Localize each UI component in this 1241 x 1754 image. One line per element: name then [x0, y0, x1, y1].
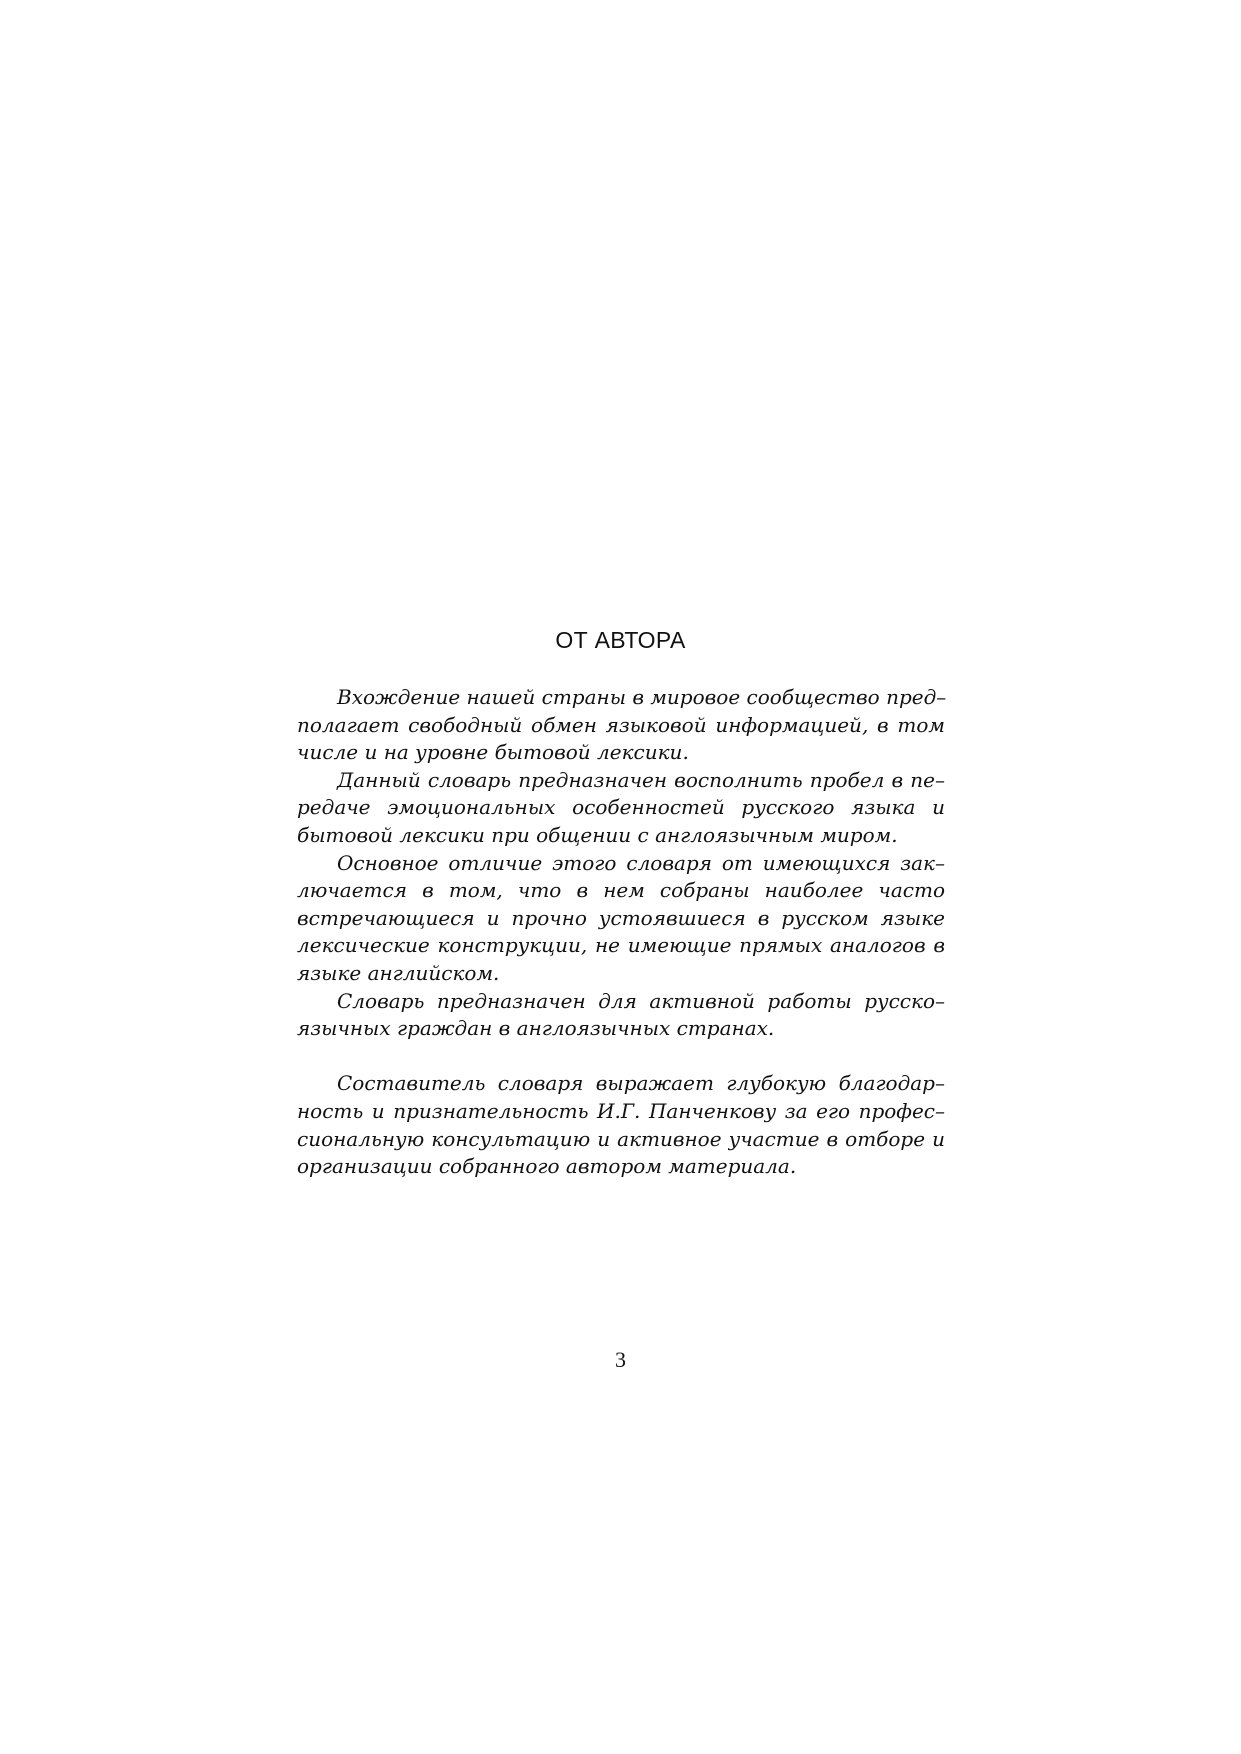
text-line: язычных граждан в англоязычных странах.	[297, 1016, 775, 1041]
text-line: лючается в том, что в нем собраны наиболее часто	[297, 878, 945, 903]
paragraph-2	[297, 767, 945, 850]
paragraph-4	[297, 988, 945, 1043]
text-line: Данный словарь предназначен восполнить пробел в пе–	[337, 767, 945, 792]
text-line: полагает свободный обмен языковой информацией, в том	[297, 712, 945, 737]
text-line: Словарь предназначен для активной работы русско–	[337, 988, 945, 1013]
text-line: числе и на уровне бытовой лексики.	[297, 740, 689, 765]
text-line: бытовой лексики при общении с англоязычным миром.	[297, 822, 898, 847]
body-text	[297, 684, 945, 1181]
paragraph-3	[297, 850, 945, 988]
text-line: лексические конструкции, не имеющие прямых аналогов в	[297, 933, 945, 958]
text-line: редаче эмоциональных особенностей русского языка и	[297, 795, 945, 820]
text-line: Основное отличие этого словаря от имеющихся зак–	[337, 850, 945, 875]
paragraph-5	[297, 1070, 945, 1180]
paragraph-1	[297, 684, 945, 767]
text-line: Составитель словаря выражает глубокую благодар–	[337, 1071, 945, 1096]
text-line: сиональную консультацию и активное участие в отборе и	[297, 1126, 945, 1151]
page-number: 3	[615, 1347, 626, 1372]
paragraph-spacer	[297, 1043, 945, 1071]
text-line: ность и признательность И.Г. Панченкову за его профес–	[297, 1098, 945, 1123]
text-line: встречающиеся и прочно устоявшиеся в русском языке	[297, 905, 945, 930]
text-line: Вхождение нашей страны в мировое сообщество пред–	[337, 685, 947, 709]
text-line: языке английском.	[297, 960, 500, 985]
page-title: ОТ АВТОРА	[555, 627, 686, 653]
text-line: организации собранного автором материала.	[297, 1154, 797, 1179]
